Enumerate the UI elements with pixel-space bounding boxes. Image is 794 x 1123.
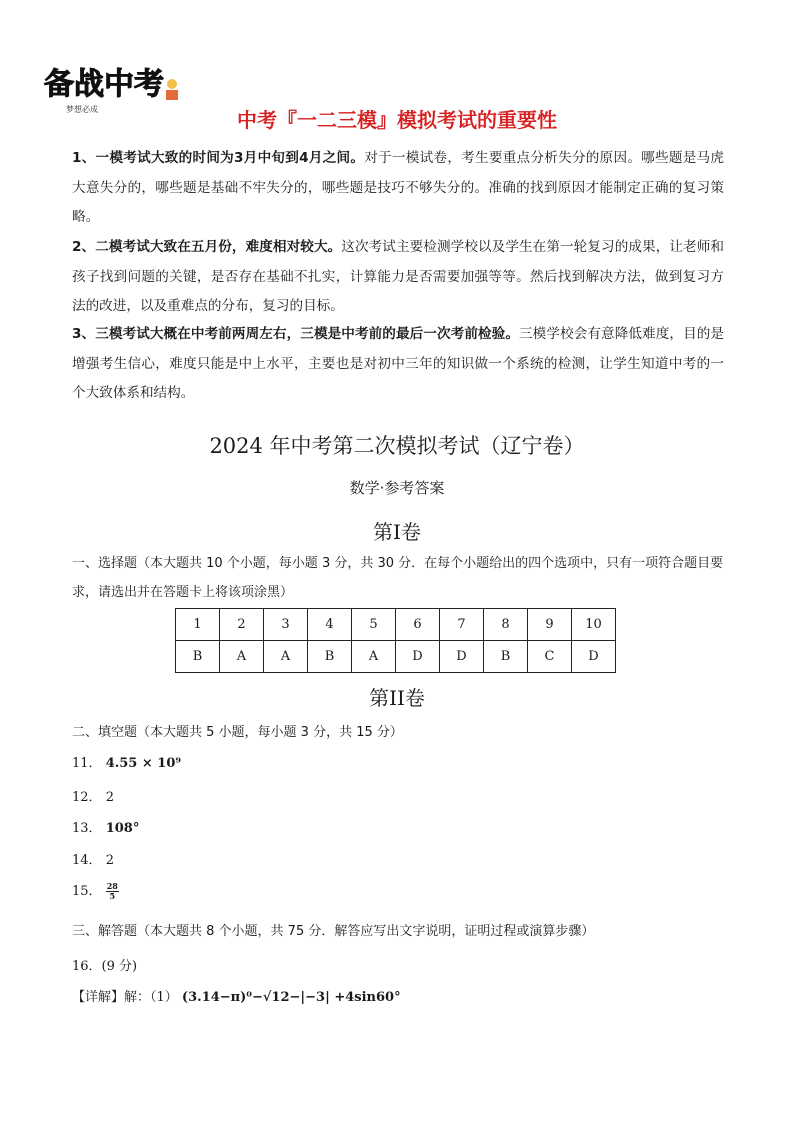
answer-table-number-row bbox=[176, 609, 616, 641]
intro-bold: 3、三模考试大概在中考前两周左右，三模是中考前的最后一次考前检验。 bbox=[72, 326, 520, 342]
table-cell: D bbox=[572, 641, 616, 673]
exam-subtitle: 数学·参考答案 bbox=[349, 479, 445, 497]
answer-value: 108° bbox=[105, 821, 140, 836]
answer-table-answer-row bbox=[176, 641, 616, 673]
intro-text: 三模学校会有意降低难度，目的是增强考生信心，难度只能是中上水平，主要也是对初中三年的知识做一个系统的检测，让学生知道中考的一个大致体系和结构。 bbox=[72, 326, 725, 402]
detail-expression: (3.14−π)⁰−√12−|−3| +4sin60° bbox=[181, 990, 401, 1005]
answer-number: 14． bbox=[72, 853, 102, 868]
table-cell: D bbox=[396, 641, 440, 673]
exam-title: 2024 年中考第二次模拟考试（辽宁卷） bbox=[209, 434, 585, 458]
question-16-label: 16．(9 分) bbox=[72, 959, 138, 974]
intro-paragraph-1 bbox=[72, 144, 724, 233]
table-cell: 2 bbox=[220, 609, 264, 641]
table-cell: 10 bbox=[572, 609, 616, 641]
answer-value: 2 bbox=[105, 853, 114, 868]
volume-2-title: 第II卷 bbox=[369, 686, 425, 710]
volume-1-title: 第Ⅰ卷 bbox=[373, 520, 421, 544]
table-cell: 6 bbox=[396, 609, 440, 641]
table-cell: 7 bbox=[440, 609, 484, 641]
intro-paragraph-3 bbox=[72, 320, 724, 409]
answer-number: 11． bbox=[72, 756, 102, 771]
fill-answer-13 bbox=[72, 817, 139, 836]
table-cell: D bbox=[440, 641, 484, 673]
logo-book-icon bbox=[166, 90, 178, 100]
table-cell: 1 bbox=[176, 609, 220, 641]
intro-text: 对于一模试卷，考生要重点分析失分的原因。哪些题是马虎大意失分的，哪些题是基础不牢失分的，哪些题是技巧不够失分的。准确的找到原因才能制定正确的复习策略。 bbox=[72, 150, 725, 226]
fill-answer-14 bbox=[72, 849, 114, 868]
fill-answer-15 bbox=[72, 880, 119, 901]
table-cell: 9 bbox=[528, 609, 572, 641]
section-2-head: 二、填空题（本大题共 5 小题，每小题 3 分，共 15 分） bbox=[72, 725, 403, 740]
table-cell: A bbox=[352, 641, 396, 673]
table-cell: A bbox=[220, 641, 264, 673]
logo-text: 备战中考 bbox=[44, 67, 164, 102]
section-2 bbox=[72, 718, 732, 747]
answer-number: 15． bbox=[72, 884, 102, 899]
section-3 bbox=[72, 917, 732, 946]
banner-title: 中考『一二三模』模拟考试的重要性 bbox=[237, 108, 557, 132]
fill-answer-11 bbox=[72, 752, 181, 771]
fill-answer-12 bbox=[72, 786, 114, 805]
detail-line bbox=[72, 986, 401, 1005]
answer-number: 12． bbox=[72, 790, 102, 805]
answer-value: 4.55 × 10⁹ bbox=[105, 756, 182, 771]
table-cell: C bbox=[528, 641, 572, 673]
table-cell: 3 bbox=[264, 609, 308, 641]
table-cell: 8 bbox=[484, 609, 528, 641]
table-cell: 5 bbox=[352, 609, 396, 641]
logo-figure-icon bbox=[167, 79, 177, 89]
intro-paragraph-2 bbox=[72, 233, 724, 322]
detail-tag: 【详解】解：（1） bbox=[72, 990, 178, 1005]
answer-value: 2 bbox=[105, 790, 114, 805]
answer-number: 13． bbox=[72, 821, 102, 836]
table-cell: A bbox=[264, 641, 308, 673]
table-cell: B bbox=[176, 641, 220, 673]
fraction bbox=[106, 882, 119, 901]
intro-bold: 1、一模考试大致的时间为3月中旬到4月之间。 bbox=[72, 150, 365, 166]
logo-subtext: 梦想必成 bbox=[66, 105, 98, 114]
section-3-head: 三、解答题（本大题共 8 个小题，共 75 分．解答应写出文字说明，证明过程或演算步骤） bbox=[72, 924, 595, 939]
intro-bold: 2、二模考试大致在五月份，难度相对较大。 bbox=[72, 239, 342, 255]
section-1 bbox=[72, 549, 732, 607]
table-cell: B bbox=[308, 641, 352, 673]
table-cell: 4 bbox=[308, 609, 352, 641]
fraction-denominator: 5 bbox=[109, 891, 116, 901]
table-cell: B bbox=[484, 641, 528, 673]
intro-text: 这次考试主要检测学校以及学生在第一轮复习的成果，让老师和孩子找到问题的关键，是否存在基础不扎实，计算能力是否需要加强等等。然后找到解决方法，做到复习方法的改进，以及重难点的分布，复习的目标。 bbox=[72, 239, 724, 315]
section-1-head: 一、选择题（本大题共 10 个小题，每小题 3 分，共 30 分．在每个小题给出的四个选项中，只有一项符合题目要求，请选出并在答题卡上将该项涂黑） bbox=[72, 556, 724, 600]
fraction-numerator: 28 bbox=[106, 881, 118, 891]
answer-table bbox=[175, 608, 616, 673]
